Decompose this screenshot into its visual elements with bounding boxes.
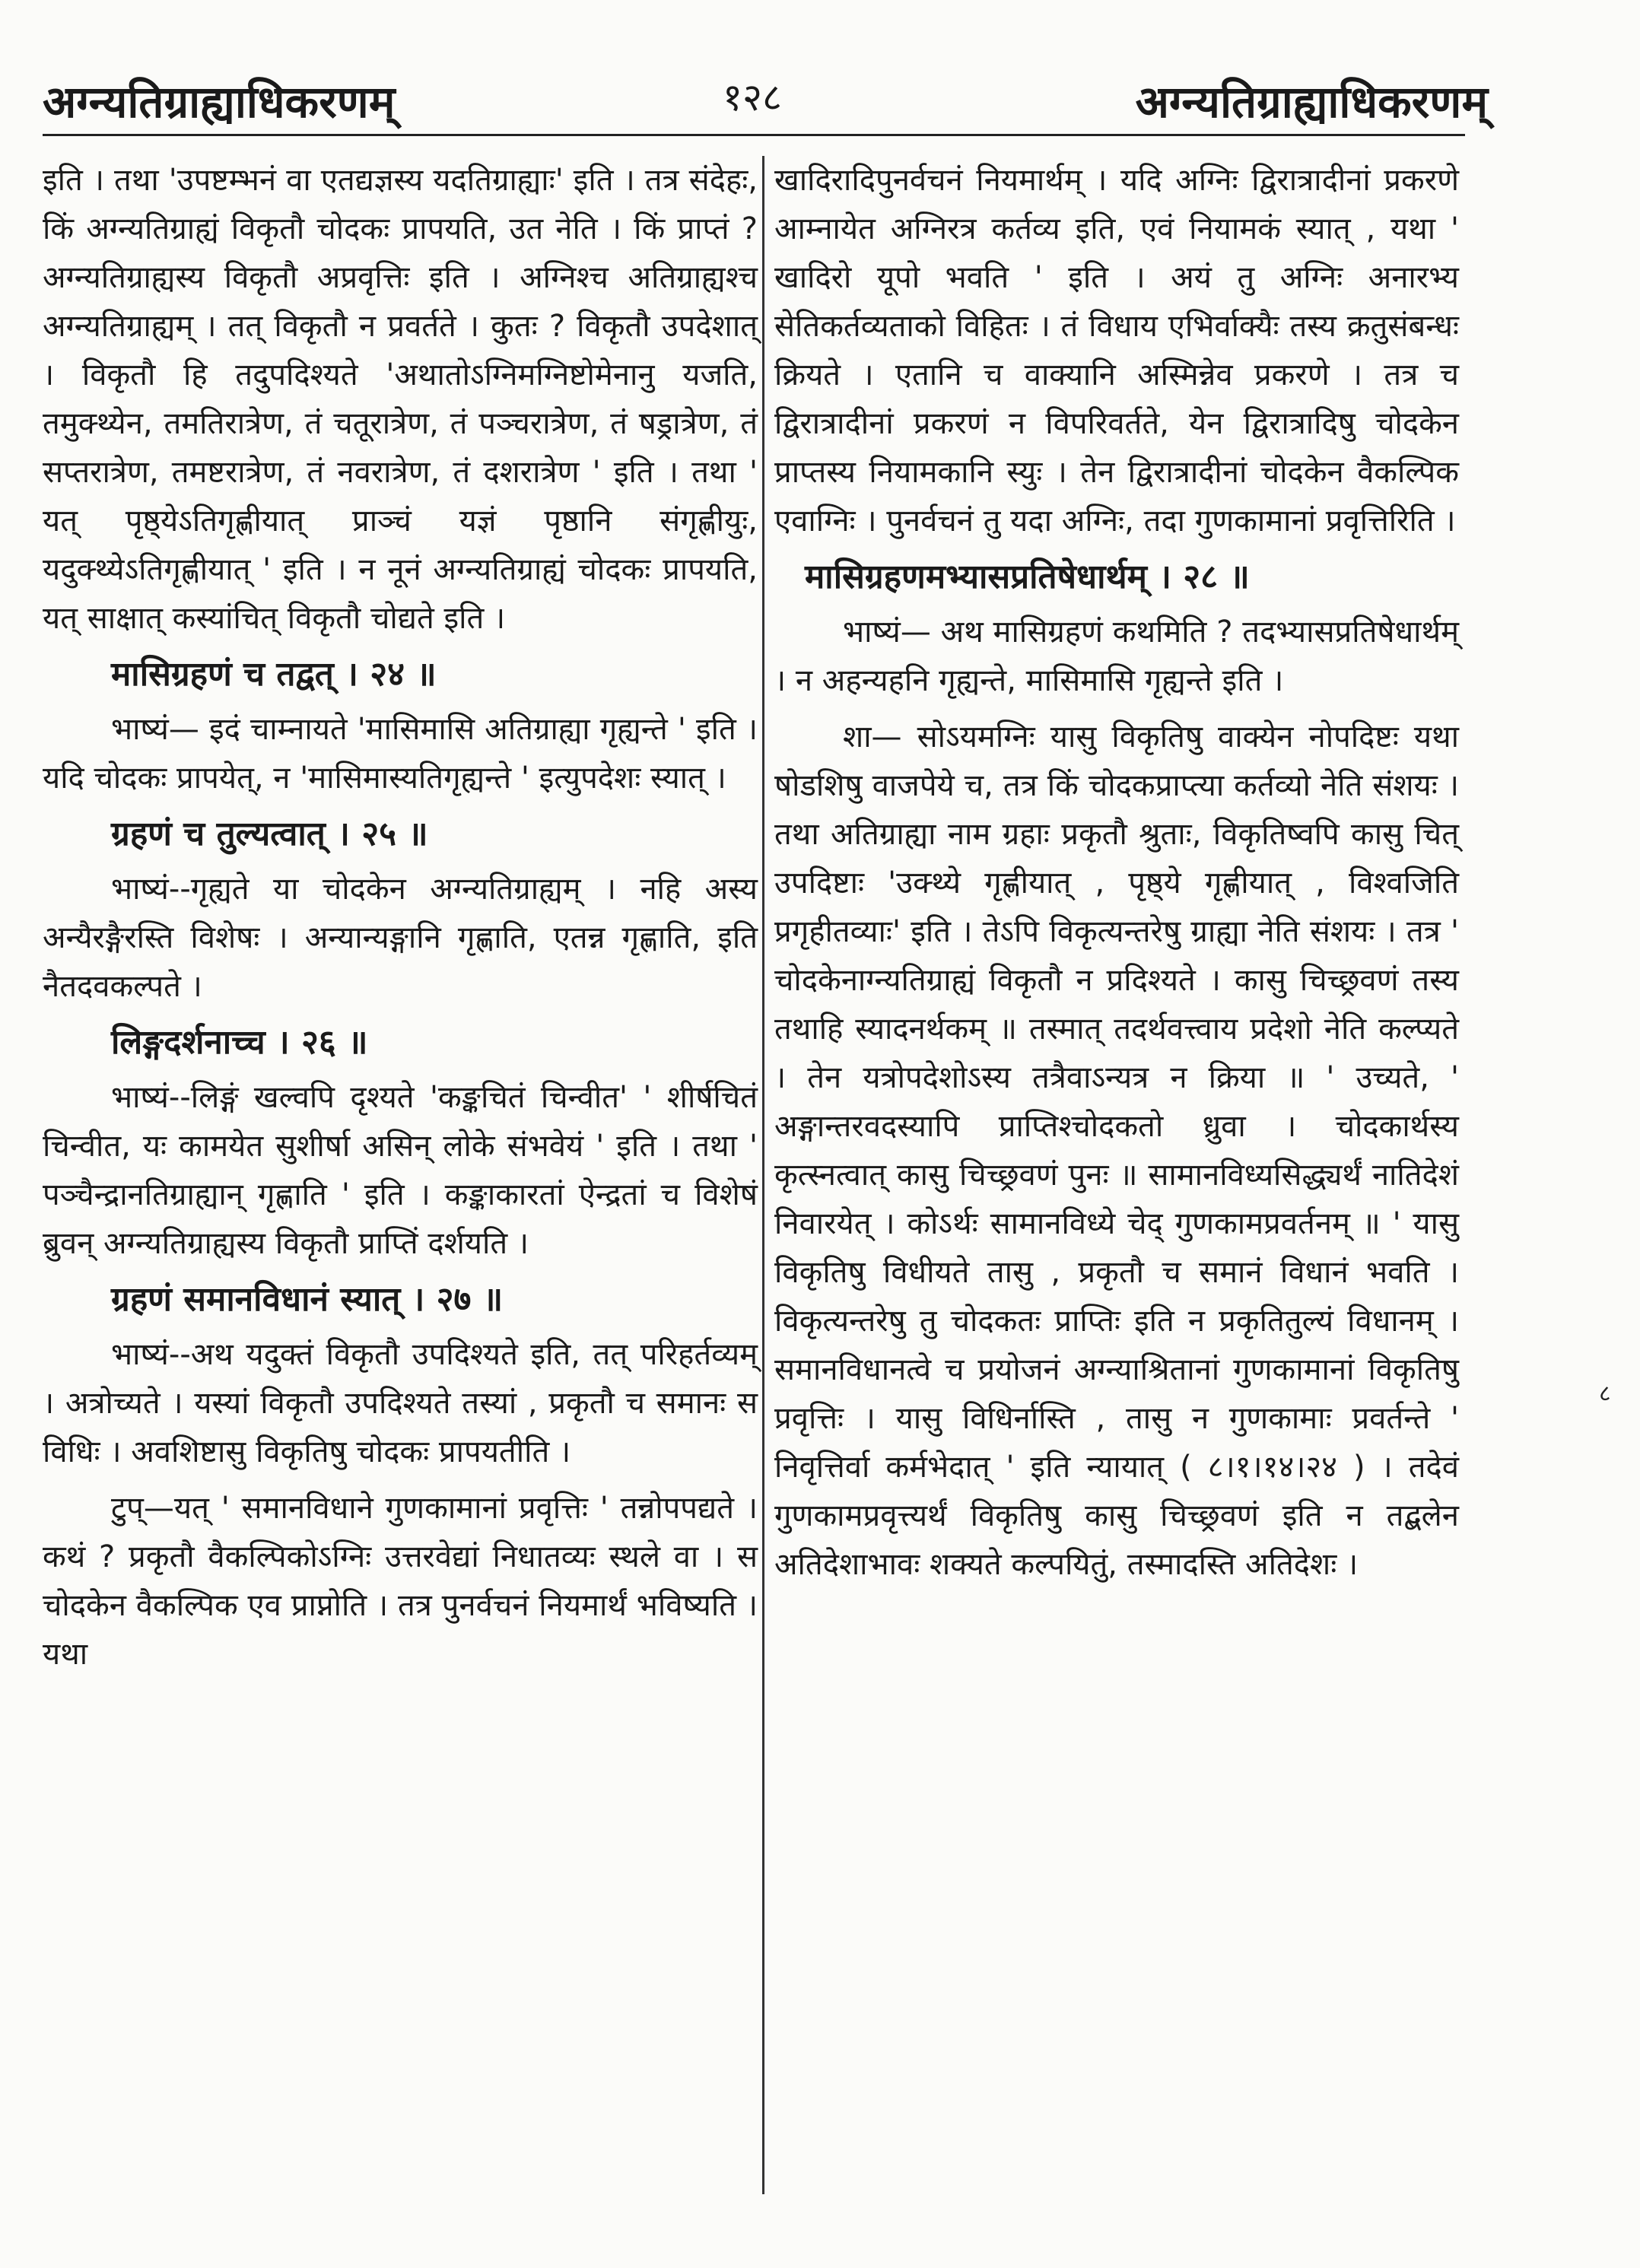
paragraph: इति । तथा 'उपष्टम्भनं वा एतद्यज्ञस्य यदतिग्राह्याः' इति । तत्र संदेहः, किं अग्न्यतिग्राह्यं विकृतौ चोदकः प्रापयति, उत नेति । किं प्राप्तं ? अग्न्यतिग्राह्यस्य विकृतौ अप्रवृत्तिः इति । अग्निश्च अतिग्राह्यश्च अग्न्यतिग्राह्यम् । तत् विकृतौ न प्रवर्तते । कुतः ? विकृतौ उपदेशात् । विकृतौ हि तदुपदिश्यते 'अथातोऽग्निमग्निष्टोमेनानु यजति, तमुक्थ्येन, तमतिरात्रेण, तं चतूरात्रेण, तं पञ्चरात्रेण, तं षड्रात्रेण, तं सप्तरात्रेण, तमष्टरात्रेण, तं नवरात्रेण, तं दशरात्रेण ' इति । तथा ' यत् पृष्ठ्येऽतिगृह्णीयात् प्राञ्चं यज्ञं पृष्ठानि संगृह्णीयुः, यदुक्थ्येऽतिगृह्णीयात् ' इति । न नूनं अग्न्यतिग्राह्यं चोदकः प्रापयति, यत् साक्षात् कस्यांचित् विकृतौ चोद्यते इति ।: [43, 163, 758, 636]
margin-mark: ८: [1599, 1380, 1611, 1407]
page-number: १२८: [723, 75, 782, 119]
left-column: [43, 156, 758, 1686]
sutra-27: ग्रहणं समानविधानं स्यात् । २७ ॥: [111, 1280, 504, 1319]
paragraph: टुप्—यत् ' समानविधाने गुणकामानां प्रवृत्तिः ' तन्नोपपद्यते । कथं ? प्रकृतौ वैकल्पिकोऽग्निः उत्तरवेद्यां निधातव्यः स्थले वा । स चोदकेन वैकल्पिक एव प्राप्नोति । तत्र पुनर्वचनं नियमार्थं भविष्यति । यथा: [43, 1491, 758, 1672]
paragraph: भाष्यं— इदं चाम्नायते 'मासिमासि अतिग्राह्या गृह्यन्ते ' इति । यदि चोदकः प्रापयेत्, न 'मासिमास्यतिगृह्यन्ते ' इत्युपदेशः स्यात् ।: [43, 712, 758, 796]
sutra-25: ग्रहणं च तुल्यत्वात् । २५ ॥: [111, 815, 428, 853]
sutra-28: मासिग्रहणमभ्यासप्रतिषेधार्थम् । २८ ॥: [805, 557, 1250, 596]
header-rule: [43, 134, 1465, 136]
right-column: [774, 156, 1459, 1596]
sutra-26: लिङ्गदर्शनाच्च । २६ ॥: [111, 1023, 368, 1062]
page-header: [0, 70, 1640, 131]
paragraph: शा— सोऽयमग्निः यासु विकृतिषु वाक्येन नोपदिष्टः यथा षोडशिषु वाजपेये च, तत्र किं चोदकप्राप्त्या कर्तव्यो नेति संशयः । तथा अतिग्राह्या नाम ग्रहाः प्रकृतौ श्रुताः, विकृतिष्वपि कासु चित् उपदिष्टाः 'उक्थ्ये गृह्णीयात् , पृष्ठ्ये गृह्णीयात् , विश्वजिति प्रगृहीतव्याः' इति । तेऽपि विकृत्यन्तरेषु ग्राह्या नेति संशयः । तत्र ' चोदकेनाग्न्यतिग्राह्यं विकृतौ न प्रदिश्यते । कासु चिच्छ्रवणं तस्य तथाहि स्यादनर्थकम् ॥ तस्मात् तदर्थवत्त्वाय प्रदेशो नेति कल्प्यते । तेन यत्रोपदेशोऽस्य तत्रैवाऽन्यत्र न क्रिया ॥ ' उच्यते, ' अङ्गान्तरवदस्यापि प्राप्तिश्चोदकतो ध्रुवा । चोदकार्थस्य कृत्स्नत्वात् कासु चिच्छ्रवणं पुनः ॥ सामानविध्यसिद्ध्यर्थं नातिदेशं निवारयेत् । कोऽर्थः सामानविध्ये चेद् गुणकामप्रवर्तनम् ॥ ' यासु विकृतिषु विधीयते तासु , प्रकृतौ च समानं विधानं भवति । विकृत्यन्तरेषु तु चोदकतः प्राप्तिः इति न प्रकृतितुल्यं विधानम् । समानविधानत्वे च प्रयोजनं अग्न्याश्रितानां गुणकामानां विकृतिषु प्रवृत्तिः । यासु विधिर्नास्ति , तासु न गुणकामाः प्रवर्तन्ते ' निवृत्तिर्वा कर्मभेदात् ' इति न्यायात् ( ८।१।१४।२४ ) । तदेवं गुणकामप्रवृत्त्यर्थं विकृतिषु कासु चिच्छ्रवणं इति न तद्बलेन अतिदेशाभावः शक्यते कल्पयितुं, तस्मादस्ति अतिदेशः ।: [774, 719, 1459, 1582]
sutra-24: मासिग्रहणं च तद्वत् । २४ ॥: [111, 655, 437, 694]
paragraph: भाष्यं--अथ यदुक्तं विकृतौ उपदिश्यते इति, तत् परिहर्तव्यम् । अत्रोच्यते । यस्यां विकृतौ उपदिश्यते तस्यां , प्रकृतौ च समानः स विधिः । अवशिष्टासु विकृतिषु चोदकः प्रापयतीति ।: [43, 1337, 758, 1469]
paragraph: खादिरादिपुनर्वचनं नियमार्थम् । यदि अग्निः द्विरात्रादीनां प्रकरणे आम्नायेत अग्निरत्र कर्तव्य इति, एवं नियामकं स्यात् , यथा ' खादिरो यूपो भवति ' इति । अयं तु अग्निः अनारभ्य सेतिकर्तव्यताको विहितः । तं विधाय एभिर्वाक्यैः तस्य क्रतुसंबन्धः क्रियते । एतानि च वाक्यानि अस्मिन्नेव प्रकरणे । तत्र च द्विरात्रादीनां प्रकरणं न विपरिवर्तते, येन द्विरात्रादिषु चोदकेन प्राप्तस्य नियामकानि स्युः । तेन द्विरात्रादीनां चोदकेन वैकल्पिक एवाग्निः । पुनर्वचनं तु यदा अग्निः, तदा गुणकामानां प्रवृत्तिरिति ।: [774, 163, 1459, 538]
paragraph: भाष्यं--लिङ्गं खल्वपि दृश्यते 'कङ्कचितं चिन्वीत' ' शीर्षचितं चिन्वीत, यः कामयेत सुशीर्षा असिन् लोके संभवेयं ' इति । तथा ' पञ्चैन्द्रानतिग्राह्यान् गृह्णाति ' इति । कङ्काकारतां ऐन्द्रतां च विशेषं ब्रुवन् अग्न्यतिग्राह्यस्य विकृतौ प्राप्तिं दर्शयति ।: [43, 1080, 758, 1261]
column-divider: [762, 156, 764, 2194]
paragraph: भाष्यं— अथ मासिग्रहणं कथमिति ? तदभ्यासप्रतिषेधार्थम् । न अहन्यहनि गृह्यन्ते, मासिमासि गृह्यन्ते इति ।: [774, 615, 1459, 698]
running-title-right: अग्न्यतिग्राह्याधिकरणम्: [1135, 76, 1488, 128]
running-title-left: अग्न्यतिग्राह्याधिकरणम्: [43, 76, 396, 128]
paragraph: भाष्यं--गृह्यते या चोदकेन अग्न्यतिग्राह्यम् । नहि अस्य अन्यैरङ्गैरस्ति विशेषः । अन्यान्यङ्गानि गृह्णाति, एतन्न गृह्णाति, इति नैतदवकल्पते ।: [43, 872, 758, 1004]
